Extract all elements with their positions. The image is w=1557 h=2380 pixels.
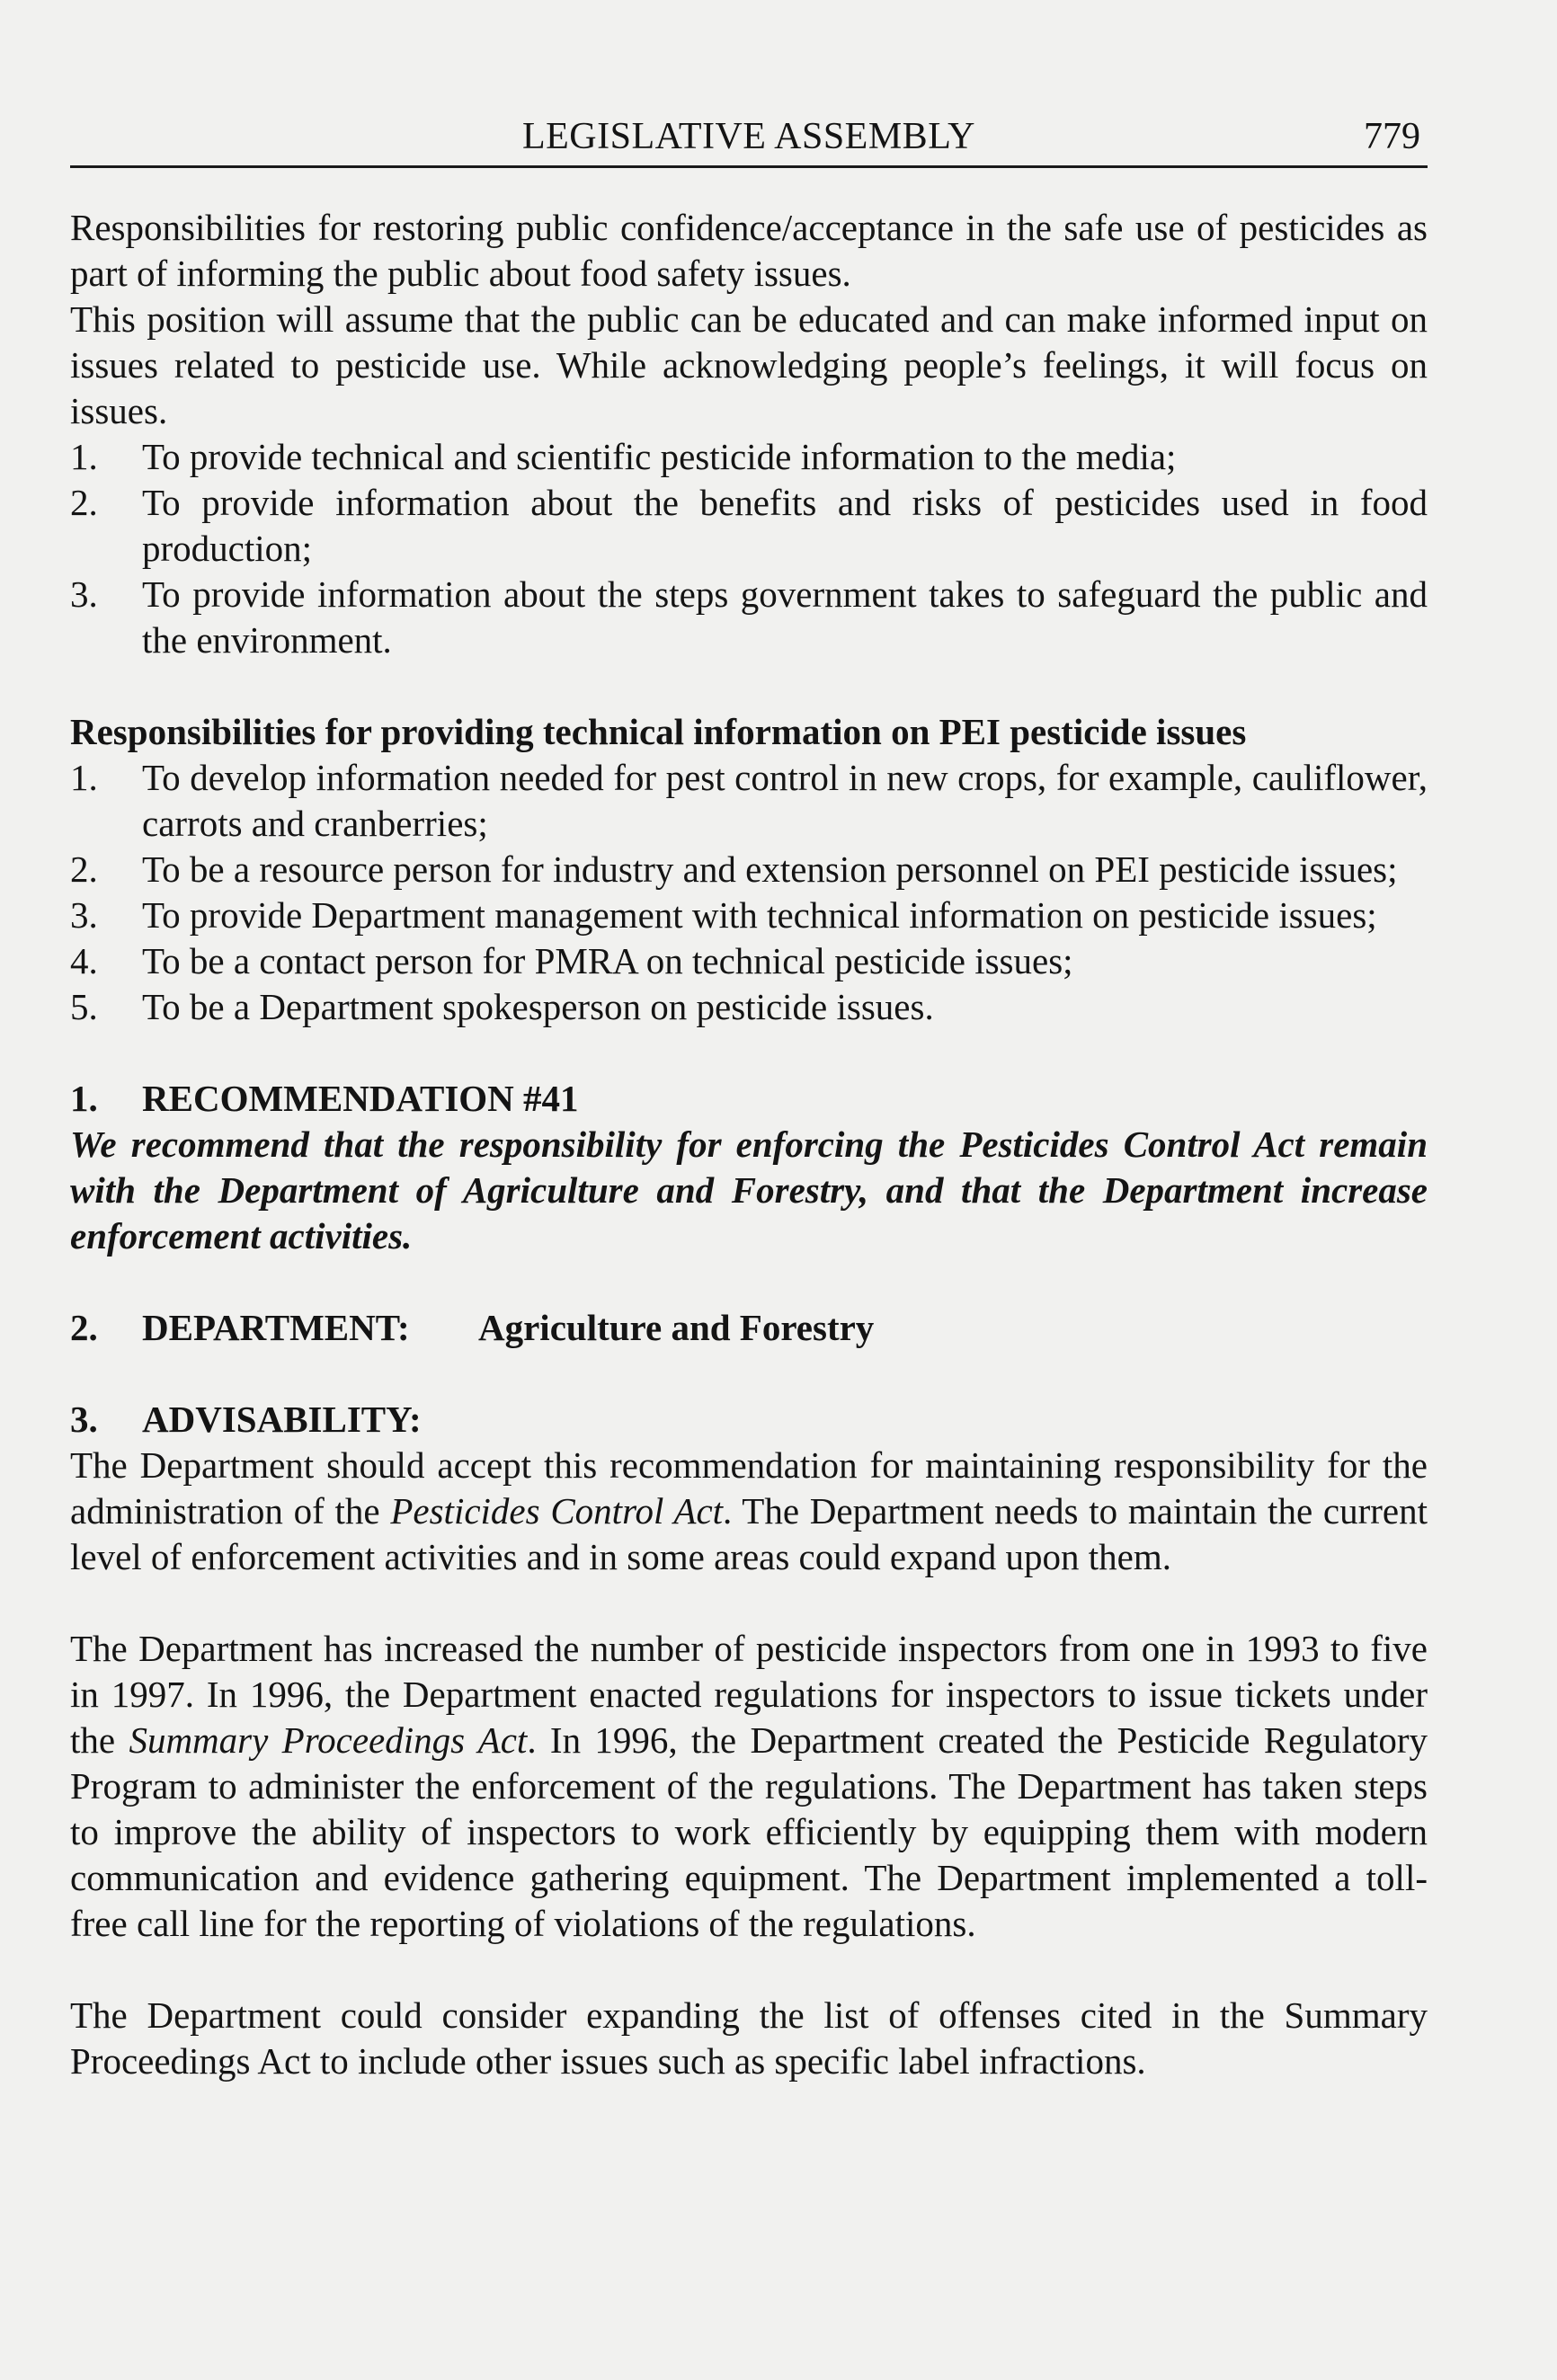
recommendation-number: 1. — [70, 1078, 98, 1119]
advisability-paragraph-2 — [70, 1626, 1428, 1947]
advisability-heading — [70, 1397, 1428, 1443]
advisability-text: . In 1996, the Department created the Pesticide Regulatory Program to administer the enforcement of the regulations. The Department has taken steps to improve the ability of inspectors to work efficiently by equipping them with modern communication and evidence gathering equipment. The Department implemented a toll-free call line for the reporting of violations of the regulations. — [70, 1719, 1428, 1944]
list-item-text: To provide information about the steps government takes to safeguard the public and the environment. — [142, 573, 1428, 661]
recommendation-heading — [70, 1076, 1428, 1122]
list-item-number: 2. — [70, 482, 98, 523]
advisability-text: . The Department needs to maintain the current level of enforcement activities and in some areas could expand upon them. — [70, 1490, 1428, 1577]
list-item-text: To be a contact person for PMRA on technical pesticide issues; — [142, 940, 1073, 981]
list-item — [70, 847, 1428, 892]
page-number: 779 — [1364, 116, 1420, 157]
list-item — [70, 434, 1428, 480]
intro-list — [70, 434, 1428, 663]
list-item-number: 2. — [70, 848, 98, 890]
act-title: Summary Proceedings Act — [129, 1719, 528, 1761]
advisability-number: 3. — [70, 1399, 98, 1440]
advisability-paragraph-3: The Department could consider expanding the list of offenses cited in the Summary Proceedings Act to include other issues such as specific label infractions. — [70, 1994, 1428, 2082]
advisability-paragraph-1 — [70, 1443, 1428, 1580]
list-item-number: 4. — [70, 940, 98, 981]
list-item — [70, 572, 1428, 663]
department-row — [70, 1305, 1428, 1351]
list-item-text: To provide Department management with technical information on pesticide issues; — [142, 894, 1377, 936]
advisability-text: The Department should accept this recommendation for maintaining responsibility for the administration of the — [70, 1444, 1428, 1532]
recommendation-label: RECOMMENDATION #41 — [142, 1078, 579, 1119]
list-item — [70, 892, 1428, 938]
list-item-text: To be a resource person for industry and extension personnel on PEI pesticide issues; — [142, 848, 1398, 890]
list-item-text: To provide information about the benefits and risks of pesticides used in food production; — [142, 482, 1428, 569]
header-title: LEGISLATIVE ASSEMBLY — [522, 116, 975, 157]
list-item — [70, 984, 1428, 1030]
list-item-number: 3. — [70, 894, 98, 936]
list-item-number: 3. — [70, 573, 98, 615]
list-item — [70, 938, 1428, 984]
technical-list — [70, 755, 1428, 1030]
list-item-text: To develop information needed for pest control in new crops, for example, cauliflower, carrots and cranberries; — [142, 757, 1428, 844]
list-item-text: To provide technical and scientific pesticide information to the media; — [142, 436, 1177, 477]
list-item-number: 5. — [70, 986, 98, 1027]
department-number: 2. — [70, 1307, 98, 1348]
page-content — [70, 205, 1428, 2084]
advisability-text: The Department has increased the number of pesticide inspectors from one in 1993 to five in 1997. In 1996, the Department enacted regulations for inspectors to issue tickets under the — [70, 1628, 1428, 1761]
list-item — [70, 755, 1428, 847]
list-item — [70, 480, 1428, 572]
intro-paragraph-2: This position will assume that the public can be educated and can make informed input on issues related to pesticide use. While acknowledging people’s feelings, it will focus on issues. — [70, 298, 1428, 431]
page-header — [70, 113, 1428, 168]
list-item-number: 1. — [70, 436, 98, 477]
section-heading-technical: Responsibilities for providing technical information on PEI pesticide issues — [70, 711, 1247, 752]
act-title: Pesticides Control Act — [390, 1490, 724, 1532]
intro-paragraph-1: Responsibilities for restoring public confidence/acceptance in the safe use of pesticides as part of informing the public about food safety issues. — [70, 207, 1428, 294]
recommendation-text: We recommend that the responsibility for enforcing the Pesticides Control Act remain with the Department of Agriculture and Forestry, and that the Department increase enforcement activities. — [70, 1123, 1428, 1257]
department-label: DEPARTMENT: — [142, 1307, 410, 1348]
advisability-label: ADVISABILITY: — [142, 1399, 422, 1440]
list-item-text: To be a Department spokesperson on pesticide issues. — [142, 986, 934, 1027]
department-value: Agriculture and Forestry — [478, 1307, 875, 1348]
list-item-number: 1. — [70, 757, 98, 798]
